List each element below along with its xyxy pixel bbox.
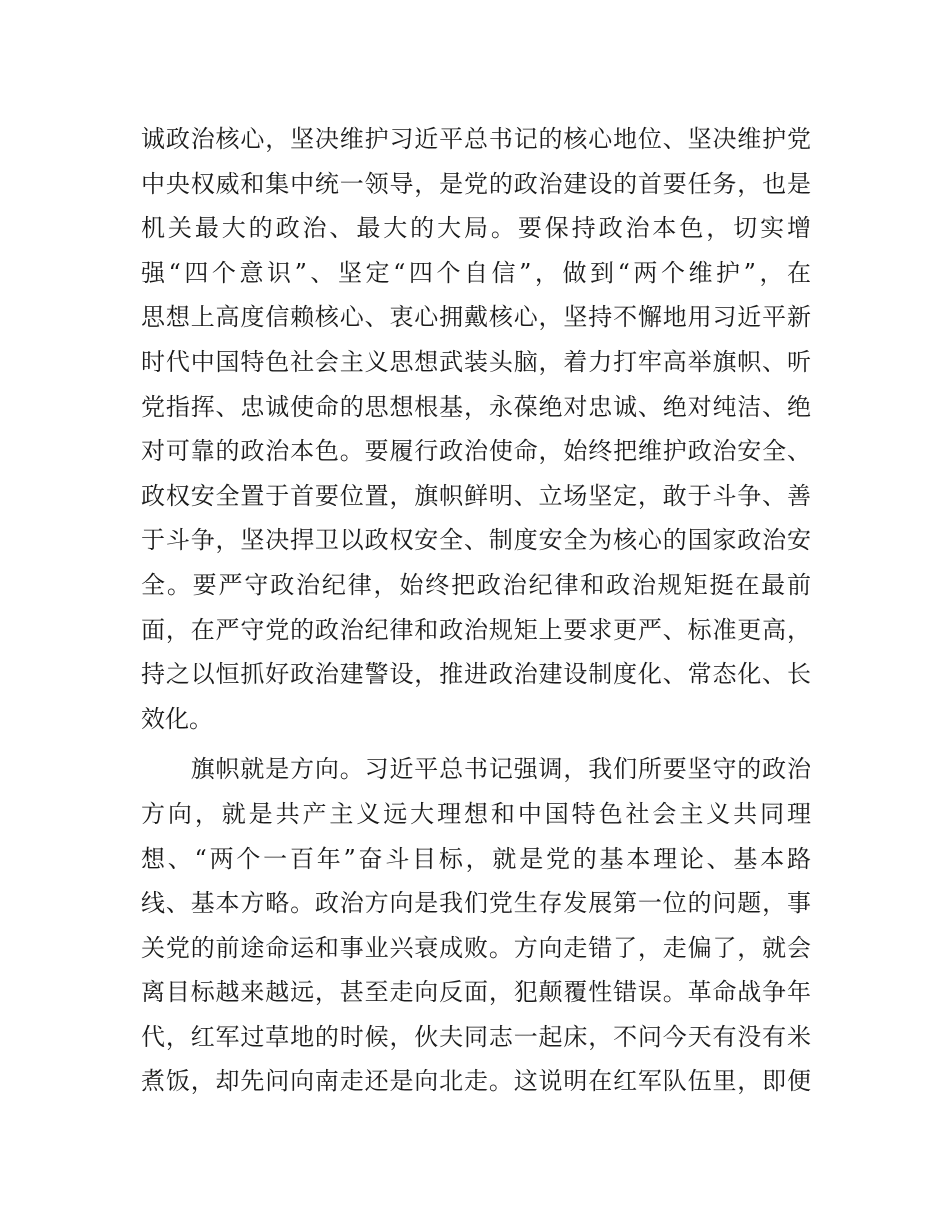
text-line: 旗帜就是方向。习近平总书记强调，我们所要坚守的政治 [141,755,811,784]
text-line: 想、“两个一百年”奋斗目标，就是党的基本理论、基本路 [141,844,811,873]
text-line: 政权安全置于首要位置，旗帜鲜明、立场坚定，敢于斗争、善 [141,481,811,510]
text-line: 全。要严守政治纪律，始终把政治纪律和政治规矩挺在最前 [141,570,811,599]
text-line: 方向，就是共产主义远大理想和中国特色社会主义共同理 [141,799,811,828]
text-line: 效化。 [141,704,213,733]
text-line: 于斗争，坚决捍卫以政权安全、制度安全为核心的国家政治安 [141,526,811,555]
text-line: 持之以恒抓好政治建警设，推进政治建设制度化、常态化、长 [141,660,811,689]
document-body [141,117,811,1104]
text-line: 关党的前途命运和事业兴衰成败。方向走错了，走偏了，就会 [141,933,811,962]
text-line: 面，在严守党的政治纪律和政治规矩上要求更严、标准更高， [141,615,811,644]
paragraph-2 [141,747,811,1104]
text-line: 线、基本方略。政治方向是我们党生存发展第一位的问题，事 [141,889,811,918]
text-line: 强“四个意识”、坚定“四个自信”，做到“两个维护”，在 [141,258,811,287]
text-line: 思想上高度信赖核心、衷心拥戴核心，坚持不懈地用习近平新 [141,303,811,332]
text-line: 煮饭，却先问向南走还是向北走。这说明在红军队伍里，即便 [141,1067,811,1096]
text-line: 中央权威和集中统一领导，是党的政治建设的首要任务，也是 [141,169,811,198]
text-line: 党指挥、忠诚使命的思想根基，永葆绝对忠诚、绝对纯洁、绝 [141,392,811,421]
text-line: 离目标越来越远，甚至走向反面，犯颠覆性错误。革命战争年 [141,978,811,1007]
text-line: 代，红军过草地的时候，伙夫同志一起床，不问今天有没有米 [141,1022,811,1051]
text-line: 机关最大的政治、最大的大局。要保持政治本色，切实增 [141,214,811,243]
text-line: 对可靠的政治本色。要履行政治使命，始终把维护政治安全、 [141,437,811,466]
paragraph-1 [141,117,811,741]
text-line: 时代中国特色社会主义思想武装头脑，着力打牢高举旗帜、听 [141,347,811,376]
text-line: 诚政治核心，坚决维护习近平总书记的核心地位、坚决维护党 [141,125,811,153]
